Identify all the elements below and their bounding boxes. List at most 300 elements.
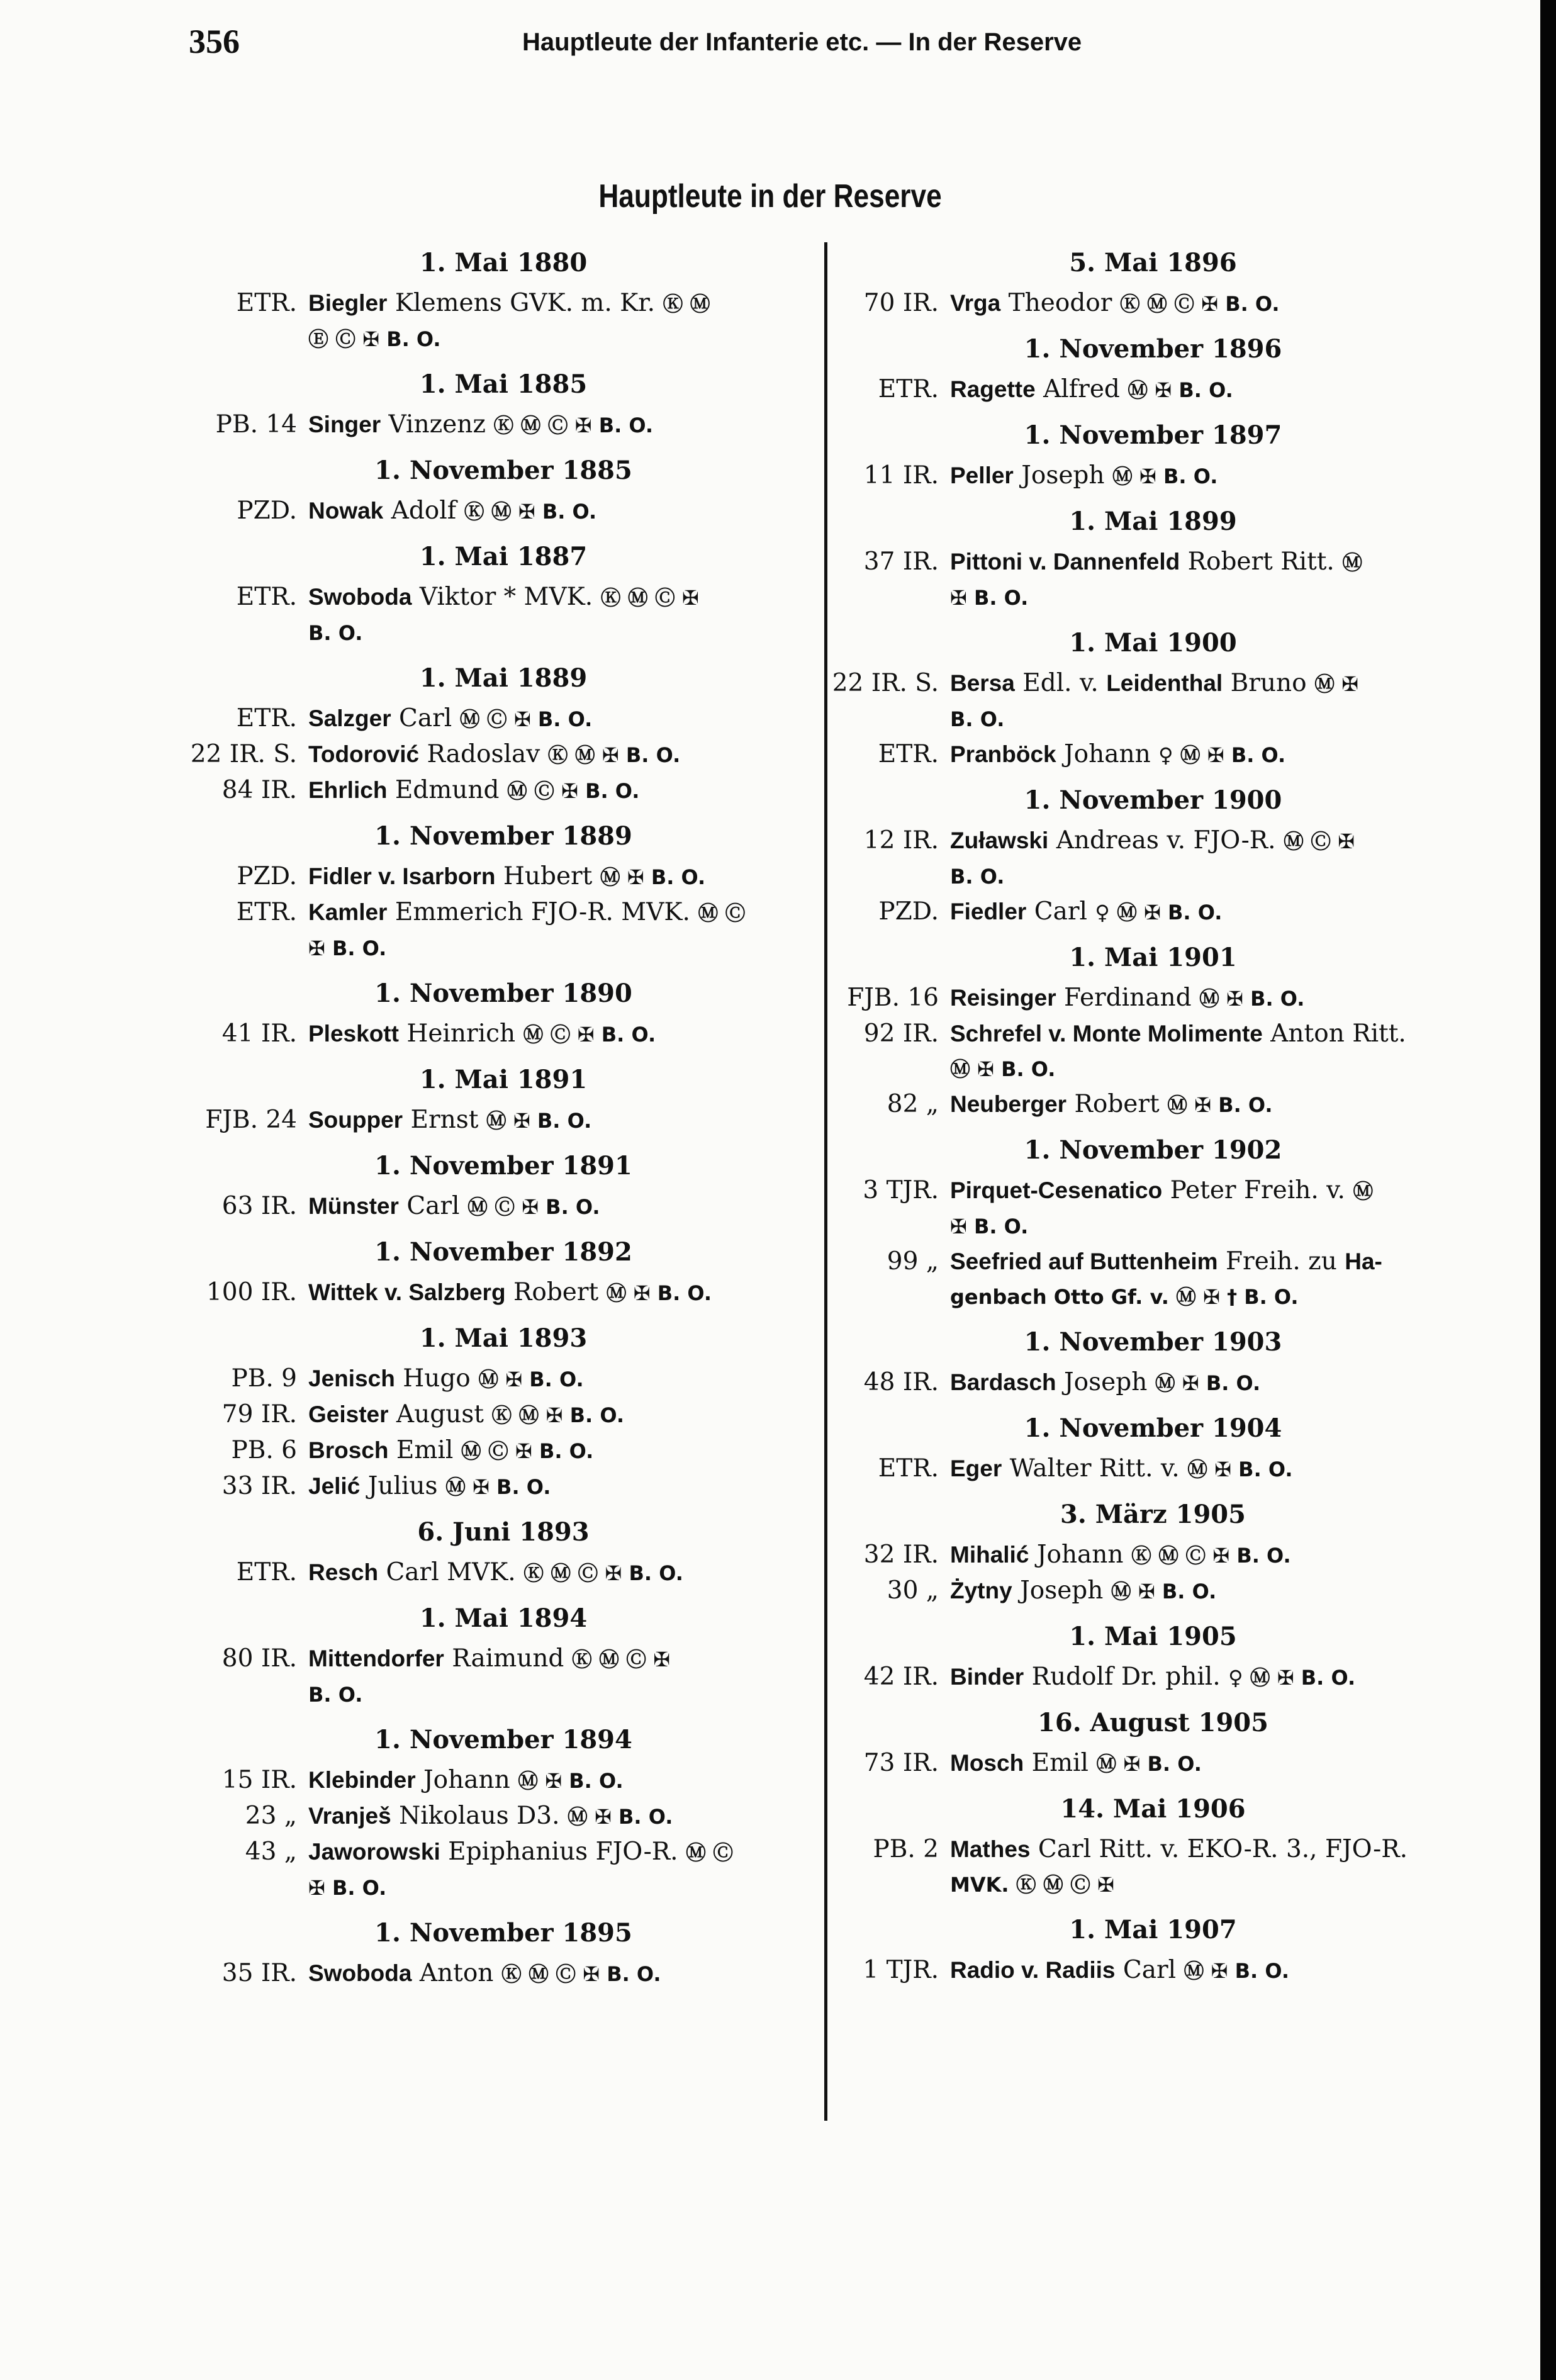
entry-body [308, 1189, 818, 1225]
given-name: Hugo [403, 1364, 471, 1393]
surname: Pittoni v. Dannenfeld [950, 549, 1180, 575]
surname: Jelić [308, 1473, 361, 1499]
date-heading: 1. Mai 1887 [419, 542, 588, 571]
given-name-part: Bruno [1230, 669, 1307, 697]
officer-entry [831, 286, 1475, 322]
group-gap [189, 966, 818, 971]
group-gap [189, 357, 818, 362]
entry-line [950, 1090, 1273, 1118]
entry-body [950, 458, 1475, 494]
group-gap [831, 1782, 1475, 1787]
entry-line [950, 669, 1358, 697]
given-name: Andreas v. FJO-R. [1056, 826, 1276, 855]
entry-body [950, 1659, 1475, 1695]
entry-continuation: Ⓔ Ⓒ ✠ B. O. [308, 327, 441, 351]
entry-body [950, 1365, 1475, 1401]
unit-label: 79 IR. [221, 1400, 297, 1429]
unit-label: 11 IR. [863, 461, 939, 490]
group-gap [831, 773, 1475, 778]
entry-continuation: B. O. [308, 1683, 363, 1707]
unit-label: 33 IR. [221, 1472, 297, 1500]
entry-line [950, 1835, 1408, 1863]
entry-continuation: ✠ B. O. [950, 586, 1029, 610]
given-name: Joseph [1020, 1576, 1104, 1605]
group-gap [831, 930, 1475, 935]
surname: Kamler [308, 899, 388, 925]
given-name: Heinrich [406, 1019, 516, 1048]
surname: Schrefel v. Monte Molimente [950, 1021, 1263, 1047]
decorations: Ⓜ Ⓒ ✠ B. O. [459, 707, 593, 731]
running-head [189, 22, 1510, 72]
unit-label: PB. 14 [215, 410, 297, 439]
entry-body [950, 1087, 1475, 1123]
surname: Mathes [950, 1836, 1031, 1862]
given-name: Viktor * MVK. [419, 583, 593, 611]
entry-line [950, 289, 1280, 317]
unit-label: PZD. [237, 497, 297, 525]
date-heading: 1. November 1897 [1024, 420, 1282, 450]
group-gap [189, 1591, 818, 1596]
decorations: Ⓜ Ⓒ ✠ B. O. [467, 1195, 600, 1219]
surname: Soupper [308, 1107, 403, 1133]
officer-entry [831, 1016, 1475, 1087]
date-heading: 1. Mai 1880 [419, 248, 588, 278]
entry-line [308, 583, 699, 611]
entry-line [950, 461, 1217, 490]
given-name: Ferdinand [1064, 984, 1192, 1012]
officer-entry [189, 1834, 818, 1906]
given-name: Anton Ritt. [1270, 1019, 1406, 1048]
unit-label: ETR. [878, 1454, 939, 1483]
unit-label: ETR. [878, 375, 939, 403]
entry-body [950, 1016, 1475, 1087]
given-name: Carl [1034, 897, 1087, 926]
entry-continuation: ✠ B. O. [950, 1215, 1029, 1238]
group-gap [189, 1505, 818, 1510]
unit-label: 84 IR. [221, 776, 297, 804]
entry-body [308, 1361, 818, 1397]
unit-label: 23 „ [245, 1802, 297, 1830]
entry-line [950, 1247, 1382, 1276]
officer-entry [189, 1641, 818, 1712]
entry-line [308, 1959, 661, 1987]
entry-line [950, 740, 1285, 768]
surname: Salzger [308, 705, 391, 731]
entry-line [950, 897, 1222, 926]
entry-line [950, 826, 1355, 855]
group-gap [189, 529, 818, 534]
surname: Mittendorfer [308, 1646, 444, 1671]
given-name: Vinzenz [388, 410, 486, 439]
given-name: Freih. zu [1225, 1247, 1337, 1276]
surname: Peller [950, 463, 1014, 488]
entry-body [950, 823, 1475, 894]
entry-body [308, 493, 818, 529]
entry-line [308, 1436, 593, 1464]
surname: Vranješ [308, 1803, 391, 1829]
group-gap [831, 1902, 1475, 1907]
surname: Żytny [950, 1578, 1012, 1603]
unit-label: 82 „ [887, 1090, 939, 1118]
entry-continuation: ✠ B. O. [308, 1876, 387, 1900]
date-heading: 1. Mai 1889 [419, 663, 588, 693]
given-name: Adolf [391, 497, 457, 525]
decorations: Ⓜ [1342, 551, 1363, 575]
entry-line [308, 289, 710, 317]
entry-continuation: B. O. [950, 865, 1005, 889]
decorations: Ⓜ ✠ B. O. [478, 1367, 584, 1391]
date-heading: 1. Mai 1893 [419, 1323, 588, 1353]
decorations: Ⓜ ✠ B. O. [606, 1281, 712, 1305]
unit-label: 37 IR. [863, 547, 939, 576]
decorations: Ⓜ Ⓒ [698, 901, 746, 925]
given-name: Julius [367, 1472, 438, 1500]
unit-label: FJB. 24 [205, 1106, 297, 1134]
given-name: Rudolf Dr. phil. [1031, 1663, 1221, 1691]
surname: Jaworowski [308, 1839, 440, 1865]
entry-body [950, 980, 1475, 1016]
entry-line [308, 1558, 683, 1586]
unit-label: 1 TJR. [863, 1956, 939, 1984]
entry-body [308, 1103, 818, 1138]
given-name: Theodor [1008, 289, 1112, 317]
entry-body [950, 1832, 1475, 1902]
group-gap [831, 1989, 1475, 1994]
officer-entry [831, 544, 1475, 615]
unit-label: 22 IR. S. [832, 669, 939, 697]
given-name: Johann [423, 1766, 510, 1794]
unit-label: PB. 2 [873, 1835, 939, 1863]
running-title: Hauptleute der Infanterie etc. — In der Reserve [522, 28, 1082, 56]
entry-line [308, 1838, 733, 1866]
given-name: Hubert [503, 862, 593, 890]
entry-line [308, 740, 680, 768]
given-name: Emil [396, 1436, 454, 1464]
surname: Klebinder [308, 1767, 416, 1793]
unit-label: 41 IR. [221, 1019, 297, 1048]
date-heading: 6. Juni 1893 [417, 1517, 590, 1547]
entry-line [950, 1576, 1216, 1605]
decorations: Ⓜ Ⓒ ✠ [1283, 829, 1355, 853]
date-heading: 16. August 1905 [1038, 1708, 1268, 1737]
group-gap [189, 1992, 818, 1997]
decorations: Ⓜ Ⓒ [685, 1841, 734, 1865]
date-heading: 1. November 1896 [1024, 334, 1282, 364]
surname: Jenisch [308, 1366, 395, 1391]
decorations: Ⓚ Ⓜ Ⓒ ✠ [600, 586, 699, 610]
decorations: Ⓜ [1353, 1179, 1374, 1203]
entry-body [950, 1573, 1475, 1609]
entry-line [950, 1368, 1260, 1396]
date-heading: 1. November 1894 [374, 1725, 632, 1754]
date-heading: 1. November 1902 [1024, 1135, 1282, 1165]
unit-label: FJB. 16 [847, 984, 939, 1012]
officer-entry [189, 1469, 818, 1505]
unit-label: 15 IR. [221, 1766, 297, 1794]
given-name: Klemens GVK. m. Kr. [395, 289, 656, 317]
entry-body [308, 580, 818, 651]
officer-entry [189, 895, 818, 966]
date-heading: 1. Mai 1885 [419, 369, 588, 399]
surname-part: Leidenthal [1106, 670, 1223, 696]
section-title: Hauptleute in der Reserve [598, 178, 942, 215]
officer-entry [831, 1451, 1475, 1487]
date-heading: 1. Mai 1907 [1069, 1915, 1237, 1945]
entry-body [308, 1641, 818, 1712]
unit-label: 30 „ [887, 1576, 939, 1605]
officer-entry [831, 1087, 1475, 1123]
surname: Swoboda [308, 1960, 412, 1986]
surname: Münster [308, 1193, 399, 1219]
officer-entry [831, 823, 1475, 894]
officer-entry [189, 1799, 818, 1834]
officer-entry [189, 1956, 818, 1992]
entry-body [308, 1275, 818, 1311]
officer-entry [189, 1275, 818, 1311]
given-name: Carl [399, 704, 452, 733]
given-name: Carl [406, 1192, 460, 1220]
surname: Swoboda [308, 584, 412, 610]
entry-line [308, 1019, 656, 1048]
right-column [831, 240, 1475, 1994]
decorations: Ⓚ Ⓜ ✠ B. O. [547, 743, 681, 767]
officer-entry [189, 1103, 818, 1138]
surname: Bersa [950, 670, 1015, 696]
entry-line [308, 1400, 624, 1429]
surname: Pleskott [308, 1021, 399, 1047]
entry-line [308, 1278, 712, 1306]
entry-continuation: B. O. [308, 621, 363, 645]
date-heading: 1. November 1904 [1024, 1413, 1282, 1443]
decorations: Ⓜ ✠ B. O. [1128, 378, 1233, 402]
decorations: Ⓚ Ⓜ Ⓒ ✠ [571, 1647, 671, 1671]
decorations: Ⓚ Ⓜ ✠ B. O. [464, 500, 597, 524]
given-name: Raimund [452, 1644, 564, 1673]
decorations: ♀ Ⓜ ✠ B. O. [1158, 743, 1286, 767]
date-heading: 1. November 1903 [1024, 1327, 1282, 1357]
decorations: Ⓜ Ⓒ ✠ B. O. [523, 1023, 656, 1047]
unit-label: 12 IR. [863, 826, 939, 855]
unit-label: 100 IR. [206, 1278, 297, 1306]
entry-line [950, 1019, 1406, 1048]
officer-entry [831, 1537, 1475, 1573]
surname: Seefried auf Buttenheim [950, 1249, 1218, 1274]
date-heading: 1. Mai 1899 [1069, 507, 1237, 536]
entry-line [950, 1663, 1355, 1691]
officer-entry [189, 1433, 818, 1469]
entry-line [308, 898, 745, 926]
surname: Geister [308, 1401, 389, 1427]
unit-label: 48 IR. [863, 1368, 939, 1396]
entry-line [308, 1802, 673, 1830]
entry-body [950, 1173, 1475, 1244]
entry-body [308, 1016, 818, 1052]
date-heading: 1. November 1892 [374, 1237, 632, 1267]
entry-body [308, 1834, 818, 1906]
decorations: Ⓜ ✠ B. O. [486, 1109, 592, 1133]
group-gap [189, 809, 818, 814]
entry-body [308, 895, 818, 966]
given-name: Carl Ritt. v. EKO-R. 3., FJO-R. [1038, 1835, 1408, 1863]
entry-continuation: Ⓜ ✠ B. O. [950, 1057, 1056, 1081]
entry-body [950, 894, 1475, 930]
entry-line [950, 547, 1362, 576]
entry-continuation: genbach Otto Gf. v. Ⓜ ✠ † B. O. [950, 1285, 1299, 1309]
officer-entry [189, 1763, 818, 1799]
given-name: Johann [1036, 1541, 1124, 1569]
surname: Vrga [950, 290, 1001, 316]
unit-label: ETR. [236, 289, 297, 317]
unit-label: ETR. [236, 898, 297, 926]
unit-label: 92 IR. [863, 1019, 939, 1048]
entry-body [308, 737, 818, 773]
date-heading: 1. Mai 1905 [1069, 1622, 1237, 1651]
date-heading: 1. November 1891 [374, 1151, 632, 1181]
entry-body [308, 407, 818, 443]
entry-line [308, 1106, 591, 1134]
group-gap [831, 615, 1475, 620]
date-heading: 1. November 1885 [374, 456, 632, 485]
decorations: Ⓜ ✠ B. O. [1155, 1371, 1261, 1395]
given-name: Joseph [1064, 1368, 1148, 1396]
given-name: Ernst [410, 1106, 479, 1134]
left-column [189, 240, 818, 1997]
group-gap [831, 1609, 1475, 1614]
entry-line [308, 1364, 584, 1393]
officer-entry [189, 1361, 818, 1397]
officer-entry [831, 1365, 1475, 1401]
group-gap [831, 1123, 1475, 1128]
entry-line [950, 984, 1304, 1012]
decorations: Ⓚ Ⓜ Ⓒ ✠ B. O. [501, 1962, 661, 1986]
group-gap [831, 1695, 1475, 1700]
group-gap [189, 1138, 818, 1143]
date-heading: 1. November 1900 [1024, 785, 1282, 815]
entry-body [308, 859, 818, 895]
given-name: Peter Freih. v. [1170, 1176, 1345, 1204]
given-name: Robert Ritt. [1187, 547, 1335, 576]
group-gap [189, 1712, 818, 1717]
decorations: Ⓚ Ⓜ Ⓒ ✠ B. O. [1131, 1544, 1291, 1568]
group-gap [831, 322, 1475, 327]
decorations: Ⓜ ✠ B. O. [1112, 464, 1218, 488]
entry-line [950, 1956, 1289, 1984]
entry-line [308, 1766, 624, 1794]
given-name: Robert [513, 1278, 599, 1306]
entry-body [950, 544, 1475, 615]
group-gap [831, 408, 1475, 413]
officer-entry [189, 1189, 818, 1225]
group-gap [189, 1906, 818, 1911]
decorations: Ⓚ Ⓜ Ⓒ ✠ B. O. [1119, 292, 1280, 316]
scan-edge [1540, 0, 1556, 2380]
unit-label: PB. 6 [231, 1436, 297, 1464]
entry-line [308, 410, 653, 439]
entry-line [950, 1176, 1373, 1204]
unit-label: 43 „ [245, 1838, 297, 1866]
officer-entry [189, 1016, 818, 1052]
date-heading: 3. März 1905 [1060, 1500, 1246, 1529]
entry-body [950, 1746, 1475, 1782]
decorations: Ⓜ Ⓒ ✠ B. O. [461, 1439, 594, 1463]
entry-body [950, 372, 1475, 408]
entry-body [950, 666, 1475, 737]
decorations: Ⓜ ✠ [1314, 672, 1359, 696]
surname: Reisinger [950, 985, 1056, 1011]
surname-part: Ha- [1345, 1249, 1382, 1274]
surname: Mihalić [950, 1542, 1029, 1568]
entry-line [308, 704, 592, 733]
decorations: Ⓜ Ⓒ ✠ B. O. [507, 779, 640, 803]
surname: Neuberger [950, 1091, 1067, 1117]
entry-line [308, 776, 639, 804]
given-name: Anton [419, 1959, 494, 1987]
unit-label: ETR. [236, 1558, 297, 1586]
entry-body [308, 1397, 818, 1433]
officer-entry [831, 1953, 1475, 1989]
date-heading: 5. Mai 1896 [1069, 248, 1237, 278]
group-gap [831, 1315, 1475, 1320]
officer-entry [831, 1173, 1475, 1244]
decorations: Ⓜ ✠ B. O. [445, 1475, 551, 1499]
entry-body [950, 286, 1475, 322]
surname: Singer [308, 412, 381, 437]
entry-body [308, 1555, 818, 1591]
entry-body [308, 773, 818, 809]
surname: Radio v. Radiis [950, 1957, 1116, 1983]
entry-body [308, 701, 818, 737]
given-name: Robert [1074, 1090, 1160, 1118]
decorations: Ⓜ ✠ B. O. [1096, 1752, 1202, 1776]
officer-entry [189, 493, 818, 529]
entry-line [308, 1192, 600, 1220]
entry-line [308, 1644, 670, 1673]
unit-label: ETR. [236, 583, 297, 611]
unit-label: ETR. [236, 704, 297, 733]
entry-body [308, 1799, 818, 1834]
surname: Biegler [308, 290, 388, 316]
given-name: Carl MVK. [386, 1558, 516, 1586]
unit-label: PZD. [878, 897, 939, 926]
entry-line [950, 1541, 1291, 1569]
surname: Pranböck [950, 741, 1056, 767]
surname: Wittek v. Salzberg [308, 1279, 506, 1305]
officer-entry [831, 372, 1475, 408]
decorations: Ⓚ Ⓜ [663, 292, 710, 316]
decorations: Ⓚ Ⓜ Ⓒ ✠ B. O. [523, 1561, 683, 1585]
unit-label: 35 IR. [221, 1959, 297, 1987]
given-name: Nikolaus D3. [399, 1802, 560, 1830]
group-gap [189, 651, 818, 656]
unit-label: 63 IR. [221, 1192, 297, 1220]
group-gap [831, 1401, 1475, 1406]
decorations: Ⓜ ✠ B. O. [1199, 987, 1305, 1011]
page-number: 356 [189, 23, 240, 60]
given-name: Emmerich FJO-R. MVK. [395, 898, 690, 926]
decorations: Ⓜ ✠ B. O. [1167, 1093, 1273, 1117]
unit-label: 42 IR. [863, 1663, 939, 1691]
decorations: Ⓚ Ⓜ ✠ B. O. [491, 1403, 624, 1427]
entry-body [950, 737, 1475, 773]
officer-entry [189, 580, 818, 651]
entry-line [308, 497, 596, 525]
unit-label: PZD. [237, 862, 297, 890]
entry-continuation: B. O. [950, 707, 1005, 731]
surname: Todorović [308, 741, 420, 767]
entry-line [950, 1454, 1293, 1483]
group-gap [189, 1052, 818, 1057]
given-name: Edmund [395, 776, 500, 804]
